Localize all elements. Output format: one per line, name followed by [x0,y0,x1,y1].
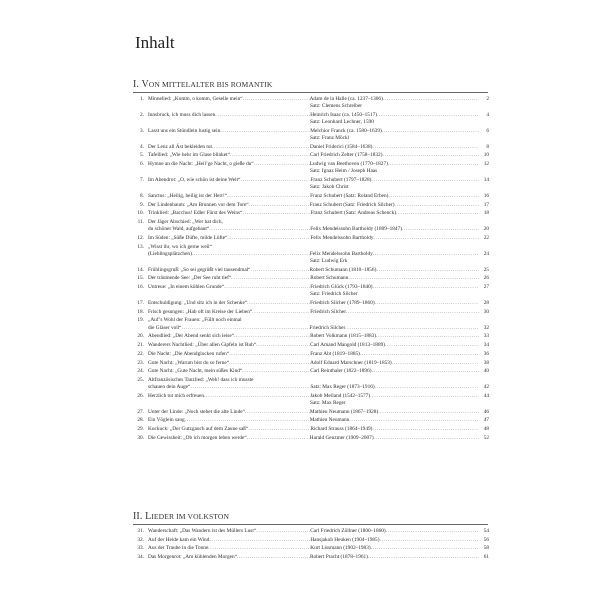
entry-title: Sanctus: „Heilig, heilig ist der Herr!“ [148,192,228,199]
section-initial: L [145,511,152,522]
entry-composer: Franz Schubert (Satz: Roland Erben) [310,192,389,199]
entry-composer: Robert Volkmann (1815–1883) [310,333,377,340]
entry-page-number: 32 [483,324,489,331]
entry-composer: Heinrich Isaac (ca. 1450–1517) [310,111,378,118]
entry-row [148,528,489,535]
leader-dots [372,426,479,433]
entry-composer: Friedrich Silcher [310,308,347,315]
entry-page-number: 36 [483,350,489,357]
entry-number: 22. [137,350,144,357]
entry-arrangement: Satz: Ludwig Erk [310,258,348,265]
entry-composer: Franz Schubert (Satz: Andreas Schenck) [310,210,397,217]
entry-row [148,351,489,358]
entry-title: (Lieblingsplätzchen) [148,250,192,257]
leader-dots [212,144,310,151]
entry-row [148,202,489,209]
section-heading-1 [133,79,272,90]
entry-title: Auf der Heide kam ein Wind [148,536,210,543]
entry-row [148,435,489,442]
entry-arrangement: Satz: Ignaz Heim / Joseph Haas [310,168,378,175]
entry-row [148,152,489,159]
leader-dots [227,193,310,200]
toc-entry [133,267,489,274]
entry-row [148,161,489,168]
leader-dots [227,235,310,242]
leader-dots [243,96,310,103]
toc-entry [133,244,489,266]
entry-number: 26. [137,392,144,399]
entry-composer: Carl Friedrich Zöllner (1800–1860) [310,528,386,534]
entry-row [148,96,489,103]
entry-row [148,267,489,274]
entry-number: 8. [140,192,144,199]
entry-composer: Felix Mendelssohn Bartholdy [309,250,373,257]
toc-entry [133,554,489,561]
leader-dots [215,112,310,119]
leader-dots [385,342,479,349]
entry-row [148,417,489,424]
entry-number: 23. [137,359,144,366]
entry-number: 21. [137,342,144,349]
entry-row [148,368,489,375]
entry-page-number: 42 [483,384,489,391]
entry-page-number: 18 [483,210,489,217]
toc-entry [133,537,489,544]
entry-composer: Ludwig van Beethoven (1770–1827) [309,161,388,168]
entry-title: Untreue: „In einem kühlen Grunde“ [148,284,225,291]
leader-dots [360,351,479,358]
entry-arrangement: Satz: Clemens Schreiber [310,103,363,110]
entry-row [148,144,489,151]
entry-number: 10. [137,210,144,217]
toc-entries-1 [133,96,489,444]
toc-entry [133,177,489,191]
entry-number: 6. [140,161,144,168]
entry-page-number: 17 [483,201,489,208]
leader-dots [373,284,479,291]
section-roman: I. [133,79,140,90]
entry-composer: Carl Amand Mangold (1813–1889) [310,342,386,349]
entry-composer: Adolf Eduard Marschner (1819–1853) [310,359,392,366]
entry-title-line: „Wisst ihr, wo ich gerne weil“ [148,243,212,250]
entry-title: du schöner Wald, aufgebaut“ [148,226,210,233]
entry-page-number: 61 [483,554,489,561]
toc-entry [133,193,489,200]
entry-title: Kuckuck: „Der Gutzgauch auf dem Zaune saß“ [148,426,249,433]
leader-dots [230,152,310,159]
entry-number: 5. [140,152,144,159]
entry-title: Das Morgenrot: „Am kühlenden Morgen“ [148,554,237,561]
entry-page-number: 44 [483,392,489,399]
entry-row [148,235,489,242]
toc-entry [133,351,489,358]
entry-number: 34. [137,554,144,561]
toc-entry [133,393,489,407]
leader-dots [249,202,310,209]
leader-dots [372,144,479,151]
entry-page-number: 46 [483,408,489,415]
entry-page-number: 20 [483,226,489,233]
entry-composer: Franz Abt (1819–1885) [310,350,360,357]
entry-row [148,284,489,291]
leader-dots [392,360,479,367]
entry-row [148,226,489,233]
toc-entry [133,210,489,217]
entry-composer: Friedrich Silcher (1789–1860) [310,300,375,307]
leader-dots [251,267,310,274]
entry-composer: Friedrich Silcher [309,324,346,331]
leader-dots [394,202,479,209]
leader-dots [348,275,479,282]
entry-row [148,112,489,119]
toc-entry [133,435,489,442]
leader-dots [379,537,479,544]
entry-composer: Robert Schumann (1810–1856) [309,266,377,273]
entry-page-number: 2 [486,96,489,102]
entry-title: Unter der Linde: „Noch stehet die alte Linde“ [148,408,245,415]
entry-title: Abendlied: „Der Abend senkt sich leise“ [148,333,235,340]
entry-arrangement: Satz: Leonhard Lechner, 1590 [310,119,374,126]
entry-number: 13. [137,243,144,250]
entry-title: Tafellied: „Wie hehr im Glase blinket“ [148,152,230,159]
leader-dots [204,393,310,400]
entry-arrangement: Satz: Jakob Christ [310,184,349,191]
entry-composer: Mathieu Neumann (1867–1928) [309,408,379,415]
entry-page-number: 6 [486,127,489,134]
entry-row [148,193,489,200]
entry-page-number: 16 [483,192,489,199]
entry-number: 33. [137,545,144,552]
leader-dots [182,325,310,332]
entry-composer: Daniel Friderici (1584–1638) [309,143,373,150]
entry-number: 12. [137,234,144,241]
section-heading-2 [133,511,229,522]
entry-number: 18. [137,308,144,315]
entry-page-number: 25 [483,266,489,273]
entry-title: Ein Vöglein sang [148,417,185,424]
toc-entry [133,202,489,209]
leader-dots [209,226,310,233]
leader-dots [396,210,479,217]
leader-dots [388,161,479,168]
entry-number: 15. [137,275,144,282]
leader-dots [372,368,480,375]
toc-entry [133,409,489,416]
entry-title: Aus der Traube in die Tonne [148,545,209,552]
entry-page-number: 40 [483,368,489,375]
leader-dots [402,226,479,233]
entry-title: Die Nacht: „Die Abendglocken rufen“ [148,350,230,357]
toc-entry [133,219,489,233]
toc-entries-2 [133,528,489,563]
leader-dots [242,210,310,217]
entry-composer: Franz Schubert (1797–1828) [310,177,372,184]
leader-dots [376,267,479,274]
leader-dots [378,409,479,416]
entry-composer: Felix Mendelssohn Bartholdy (1809–1847) [310,226,402,233]
entry-page-number: 4 [486,111,489,118]
entry-number: 24. [137,368,144,375]
entry-row [148,210,489,217]
entry-number: 30. [137,434,144,441]
toc-entry [133,342,489,349]
entry-title: Gute Nacht: „Gute Nacht, mein süßes Kind“ [148,368,243,375]
entry-title: Entschuldigung: „Und sitz ich in der Schenke“ [148,300,248,307]
leader-dots [375,300,479,307]
entry-arrangement: Satz: Max Reger [310,400,346,407]
entry-page-number: 48 [483,426,489,433]
toc-entry [133,284,489,298]
section-rule-2 [133,524,488,525]
toc-entry [133,112,489,126]
entry-page-number: 24 [483,250,489,257]
entry-title: Gute Nacht: „Warum bist du so ferne“ [148,359,230,366]
leader-dots [209,537,310,544]
entry-title: Der Lindenbaum: „Am Brunnen vor dem Tore“ [148,201,249,208]
leader-dots [346,309,479,316]
entry-page-number: 14 [483,177,489,184]
entry-row [148,426,489,433]
entry-number: 9. [140,201,144,208]
entry-number: 31. [137,528,144,534]
entry-title: Herzlich tut mich erfreuen [148,392,205,399]
toc-entry [133,128,489,142]
entry-number: 2. [140,111,144,118]
entry-row [148,545,489,552]
leader-dots [234,333,310,340]
entry-page-number: 22 [483,234,489,241]
entry-composer: Kurt Lissmann (1902–1983) [310,545,371,552]
entry-composer: Carl Reinthaler (1822–1896) [310,368,372,375]
entry-composer: Adam de la Halle (ca. 1237–1306) [309,96,383,102]
entry-title: Hymne an die Nacht: „Heil’ge Nacht, o gieße du“ [148,161,254,168]
entry-row [148,554,489,561]
entry-title: Lasst uns ein Stündlein lustig sein [148,127,221,134]
entry-number: 1. [140,96,144,102]
entry-title: schauen dein Auge“ [148,384,191,391]
leader-dots [377,112,479,119]
entry-row [148,309,489,316]
leader-dots [254,161,310,168]
entry-row [148,275,489,282]
entry-page-number: 10 [483,152,489,159]
entry-title: Trinklied: „Bacchus! Edler Fürst des Weins“ [148,210,243,217]
leader-dots [388,193,479,200]
leader-dots [247,435,310,442]
entry-composer: Friedrich Glück (1793–1840) [310,284,373,291]
toc-entry [133,275,489,282]
leader-dots [370,393,479,400]
entry-title: Frisch gesungen: „Hab oft im Kreise der Lieben“ [148,308,253,315]
toc-entry [133,300,489,307]
entry-page-number: 47 [483,417,489,424]
leader-dots [229,351,310,358]
leader-dots [386,528,479,535]
leader-dots [229,360,310,367]
leader-dots [349,417,479,424]
entry-page-number: 28 [483,300,489,307]
toc-entry [133,417,489,424]
leader-dots [252,309,310,316]
entry-number: 3. [140,127,144,134]
entry-page-number: 38 [483,359,489,366]
leader-dots [224,284,310,291]
entry-number: 16. [137,284,144,291]
entry-gap [133,442,489,444]
leader-dots [220,128,310,135]
entry-row [148,128,489,135]
entry-row [148,409,489,416]
entry-composer: Jakob Meiland (1542–1577) [310,392,371,399]
entry-composer: Mathieu Neumann [309,417,350,424]
entry-page-number: 30 [483,308,489,315]
entry-number: 32. [137,536,144,543]
toc-entry [133,368,489,375]
entry-title: Die Gewissheit: „Ob ich morgen leben werde“ [148,434,247,441]
entry-number: 19. [137,317,144,324]
entry-composer: Felix Mendelssohn Bartholdy [310,234,374,241]
entry-page-number: 34 [483,342,489,349]
entry-composer: Franz Schubert (Satz: Friedrich Silcher) [309,201,395,208]
entry-page-number: 26 [483,275,489,282]
entry-number: 27. [137,408,144,415]
entry-arrangement: Satz: Franz Möckl [310,135,350,142]
entry-composer: Robert Pracht (1878–1961) [309,554,368,561]
toc-entry [133,377,489,391]
entry-composer: Richard Strauss (1864–1949) [310,426,373,433]
toc-entry [133,333,489,340]
leader-dots [192,251,310,258]
entry-row [148,342,489,349]
leader-dots [190,384,310,391]
leader-dots [383,96,479,103]
leader-dots [245,409,310,416]
entry-composer: Melchior Franck (ca. 1580–1639) [310,127,382,134]
entry-number: 17. [137,300,144,307]
entry-row [148,537,489,544]
entry-page-number: 12 [483,161,489,168]
toc-entry [133,235,489,242]
leader-dots [376,333,479,340]
leader-dots [382,128,479,135]
section-initial: V [141,79,149,90]
section-rest: IEDER IM VOLKSTON [151,512,230,521]
entry-title: Frühlingsgruß: „So sei gegrüßt viel tausendmal“ [148,266,251,273]
leader-dots [374,435,479,442]
entry-title: die Gläser voll“ [148,324,182,331]
entry-number: 28. [137,417,144,424]
entry-composer: Harald Genzmer (1909–2007) [309,434,374,441]
entry-arrangement: Satz: Friedrich Silcher [310,291,358,298]
entry-row [148,325,489,332]
section-roman: II. [133,511,143,522]
leader-dots [373,235,479,242]
entry-row [148,333,489,340]
entry-page-number: 52 [483,434,489,441]
entry-number: 14. [137,266,144,273]
section-rule-1 [133,92,488,93]
toc-entry [133,152,489,159]
leader-dots [256,342,310,349]
entry-title: Wanderschaft: „Das Wandern ist des Müllers Lust“ [148,528,257,534]
leader-dots [382,152,479,159]
entry-composer: Satz: Max Reger (1873–1916) [310,384,375,391]
entry-page-number: 27 [483,284,489,291]
entry-title: Innsbruck, ich muss dich lassen [148,111,216,118]
leader-dots [371,177,479,184]
leader-dots [185,417,310,424]
toc-entry [133,309,489,316]
entry-row [148,393,489,400]
entry-number: 20. [137,333,144,340]
entry-gap [133,561,489,563]
entry-title: Der Lenz all Äst bekleiden tut [148,143,212,150]
entry-row [148,300,489,307]
leader-dots [373,251,479,258]
leader-dots [375,384,479,391]
entry-page-number: 8 [486,143,489,150]
entry-title: Minnelied: „Komm, o komm, Geselle mein“ [148,96,243,102]
entry-title: Im Abendrot: „O, wie schön ist deine Welt“ [148,177,241,184]
leader-dots [208,545,310,552]
toc-entry [133,144,489,151]
entry-page-number: 58 [483,545,489,552]
leader-dots [237,554,310,561]
entry-title: Im Süden: „Süße Düfte, milde Lüfte“ [148,234,228,241]
leader-dots [345,325,479,332]
leader-dots [368,554,479,561]
leader-dots [240,177,310,184]
toc-entry [133,528,489,535]
entry-page-number: 54 [483,528,489,534]
leader-dots [242,368,310,375]
toc-entry [133,96,489,110]
entry-row [148,177,489,184]
entry-row [148,384,489,391]
entry-composer: Robert Schumann [310,275,349,282]
leader-dots [247,300,310,307]
entry-row [148,251,489,258]
entry-number: 4. [140,143,144,150]
section-rest: ON MITTELALTER BIS ROMANTIK [148,80,273,89]
toc-entry [133,360,489,367]
entry-composer: Carl Friedrich Zelter (1758–1832) [309,152,383,159]
toc-entry [133,161,489,175]
entry-number: 25. [137,376,144,383]
leader-dots [256,528,310,535]
page-title: Inhalt [135,33,175,52]
entry-title: Der träumende See: „Der See ruht tief“ [148,275,232,282]
leader-dots [248,426,310,433]
entry-page-number: 33 [483,333,489,340]
entry-title-line: Der Jäger Abschied: „Wer hat dich, [148,219,223,226]
leader-dots [371,545,479,552]
entry-number: 7. [140,177,144,184]
entry-page-number: 56 [483,536,489,543]
entry-number: 11. [137,219,144,226]
toc-entry [133,317,489,331]
toc-entry [133,545,489,552]
toc-entry [133,426,489,433]
entry-row [148,360,489,367]
entry-title-line: „Auf’s Wohl der Frauen: „Füllt noch einmal [148,317,242,324]
entry-composer: Hansjakob Heuken (1904–1985) [310,536,380,543]
entry-number: 29. [137,426,144,433]
entry-title-line: Altfranzösisches Tanzlied: „Weh! dass ich musste [148,376,254,383]
entry-title: Wanderers Nachtlied: „Über allen Gipfeln ist Ruh“ [148,342,257,349]
leader-dots [231,275,310,282]
